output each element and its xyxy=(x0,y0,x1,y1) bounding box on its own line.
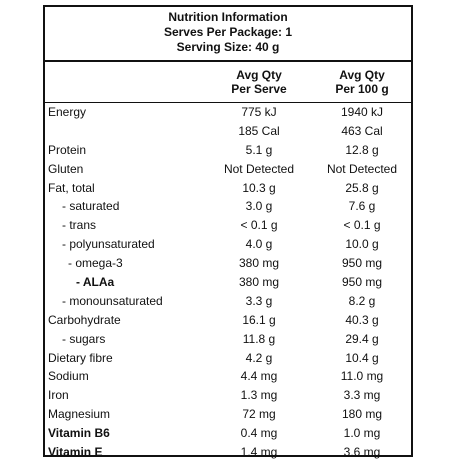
per-serve-value: 185 Cal xyxy=(238,123,280,138)
nutrient-row xyxy=(45,197,411,216)
per-100g-value: 7.6 g xyxy=(348,199,376,214)
nutrient-row xyxy=(45,273,411,292)
nutrient-row xyxy=(45,349,411,368)
per-serve-value: 11.8 g xyxy=(242,331,276,346)
nutrient-row xyxy=(45,367,411,386)
per-serve-value: 4.0 g xyxy=(245,237,273,252)
nutrient-label: Dietary fibre xyxy=(48,350,113,365)
per-serve-value: 380 mg xyxy=(238,256,280,271)
nutrient-row xyxy=(45,254,411,273)
per-100g-value: 12.8 g xyxy=(345,142,379,157)
nutrient-row xyxy=(45,405,411,424)
nutrient-label: Energy xyxy=(48,105,87,119)
nutrient-label: Carbohydrate xyxy=(48,312,121,327)
nutrient-row xyxy=(45,292,411,311)
per-100g-value: 3.6 mg xyxy=(343,445,381,460)
per-100g-value: 1940 kJ xyxy=(340,105,384,119)
panel-title: Nutrition Information xyxy=(168,10,288,24)
per-100g-value: 950 mg xyxy=(341,256,383,271)
nutrient-row xyxy=(45,443,411,462)
column-headers xyxy=(45,62,411,103)
per-100g-value: < 0.1 g xyxy=(343,218,381,233)
nutrient-row xyxy=(45,216,411,235)
nutrient-row xyxy=(45,141,411,160)
per-serve-value: 4.2 g xyxy=(245,350,273,365)
nutrient-label: - polyunsaturated xyxy=(62,237,155,252)
column-per-serve xyxy=(206,68,312,96)
servings-per-package: Serves Per Package: 1 xyxy=(163,25,293,39)
per-serve-value: 5.1 g xyxy=(245,142,273,157)
nutrient-row xyxy=(45,386,411,405)
nutrient-label: Magnesium xyxy=(48,407,111,422)
column-per-100g xyxy=(312,68,412,96)
nutrient-label: - saturated xyxy=(62,199,120,214)
column-per-100g-line2: Per 100 g xyxy=(335,82,389,96)
column-per-serve-line1: Avg Qty xyxy=(236,68,282,82)
per-serve-value: 16.1 g xyxy=(242,312,276,327)
per-100g-value: 950 mg xyxy=(341,275,383,290)
per-100g-value: 463 Cal xyxy=(341,123,383,138)
nutrient-row xyxy=(45,330,411,349)
per-serve-value: 380 mg xyxy=(238,275,280,290)
nutrient-label: Iron xyxy=(48,388,69,403)
column-per-100g-line1: Avg Qty xyxy=(339,68,385,82)
nutrient-row xyxy=(45,235,411,254)
nutrient-row xyxy=(45,311,411,330)
column-per-serve-line2: Per Serve xyxy=(231,82,287,96)
nutrient-label: Sodium xyxy=(48,369,89,384)
nutrient-label: Fat, total xyxy=(48,180,95,195)
nutrient-rows xyxy=(45,103,411,462)
per-serve-value: 0.4 mg xyxy=(240,426,278,441)
nutrient-label: Protein xyxy=(48,142,87,157)
per-serve-value: 4.4 mg xyxy=(240,369,278,384)
nutrient-row xyxy=(45,179,411,198)
per-100g-value: 180 mg xyxy=(341,407,383,422)
nutrient-label: Vitamin B6 xyxy=(48,426,110,441)
per-serve-value: 10.3 g xyxy=(242,180,276,195)
nutrient-label: - sugars xyxy=(62,331,106,346)
per-100g-value: Not Detected xyxy=(326,161,398,176)
nutrient-label: - monounsaturated xyxy=(62,293,163,308)
nutrient-label: - trans xyxy=(62,218,97,233)
panel-header xyxy=(45,7,411,62)
nutrient-label: Vitamin E xyxy=(48,445,103,460)
per-serve-value: 3.3 g xyxy=(245,293,273,308)
per-100g-value: 40.3 g xyxy=(345,312,379,327)
nutrient-row xyxy=(45,122,411,141)
nutrient-label: Gluten xyxy=(48,161,84,176)
nutrient-label: - omega-3 xyxy=(68,256,123,271)
per-100g-value: 1.0 mg xyxy=(343,426,381,441)
per-100g-value: 3.3 mg xyxy=(343,388,381,403)
per-100g-value: 10.0 g xyxy=(345,237,379,252)
per-serve-value: 1.3 mg xyxy=(240,388,278,403)
per-serve-value: Not Detected xyxy=(223,161,295,176)
nutrient-row xyxy=(45,160,411,179)
per-100g-value: 29.4 g xyxy=(345,331,379,346)
per-serve-value: 3.0 g xyxy=(245,199,273,214)
nutrition-panel xyxy=(43,5,413,460)
per-serve-value: 72 mg xyxy=(242,407,276,422)
per-serve-value: 775 kJ xyxy=(241,105,277,119)
per-100g-value: 8.2 g xyxy=(348,293,376,308)
per-100g-value: 11.0 mg xyxy=(340,369,384,384)
nutrient-row xyxy=(45,103,411,122)
per-100g-value: 10.4 g xyxy=(345,350,379,365)
per-100g-value: 25.8 g xyxy=(345,180,379,195)
nutrient-row xyxy=(45,424,411,443)
per-serve-value: 1.4 mg xyxy=(240,445,278,460)
nutrient-label: - ALAa xyxy=(76,275,115,290)
per-serve-value: < 0.1 g xyxy=(240,218,278,233)
serving-size: Serving Size: 40 g xyxy=(176,40,280,54)
